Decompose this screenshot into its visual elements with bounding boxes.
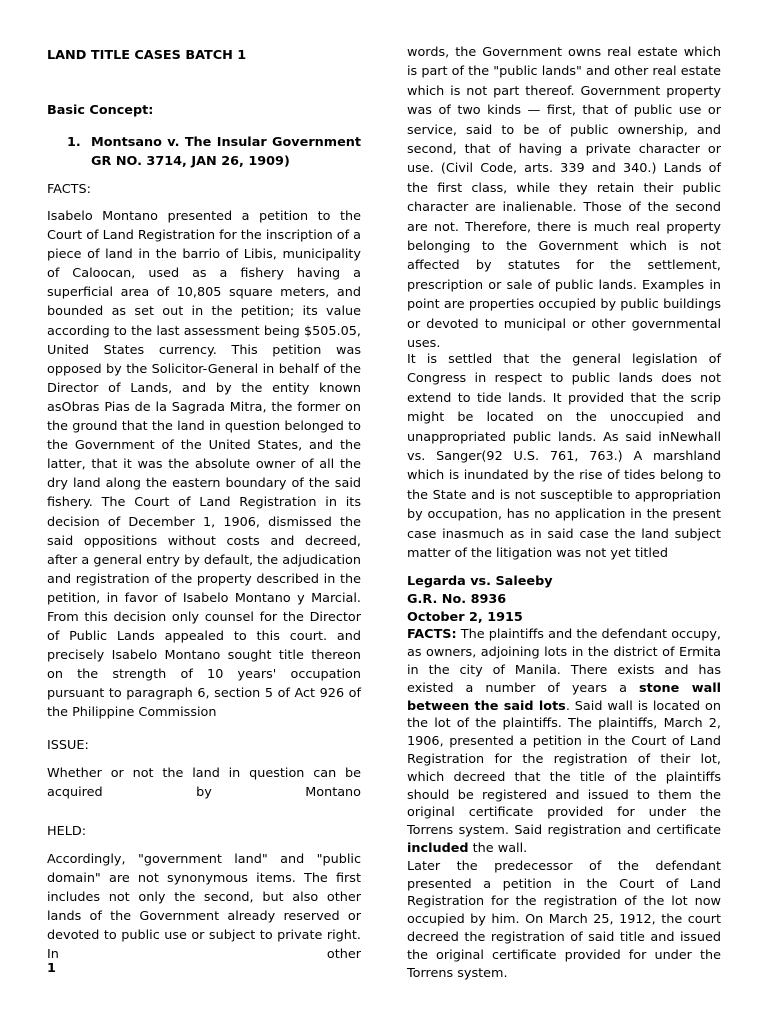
- case-2-facts-heading: FACTS:: [407, 627, 457, 643]
- case-2-facts-paragraph: [407, 626, 721, 857]
- case-2-facts-bold-1: stone wall between the said lots: [407, 680, 721, 714]
- document-title: LAND TITLE CASES BATCH 1: [47, 48, 247, 63]
- issue-paragraph: Whether or not the land in question can be acquired by Montano: [47, 766, 361, 801]
- held-continued-paragraph: words, the Government owns real estate which is part of the "public lands" and other real estate which is not part thereof. Government property was of two kinds — first, that of public use or service, said to be of public ownership, and second, that of having a private character or use. (Civil Code, arts. 339 and 340.) Lands of the first class, while they retain their public character are inalienable. Those of the second are not. Therefore, there is much real property belonging to the Government which is not affected by statutes for the settlement, prescription or sale of public lands. Examples in point are properties occupied by public buildings or devoted to municipal or other governmental uses.: [407, 45, 721, 352]
- facts-paragraph: Isabelo Montano presented a petition to the Court of Land Registration for the inscription of a piece of land in the barrio of Libis, municipality of Caloocan, used as a fishery having a superficial area of 10,805 square meters, and bounded as set out in the petition; its value according to the last assessment being $505.05, United States currency. This petition was opposed by the Solicitor-General in behalf of the Director of Lands, and by the entity known asObras Pias de la Sagrada Mitra, the former on the ground that the land in question belonged to the Government of the United States, and the latter, that it was the absolute owner of all the dry land along the eastern boundary of the said fishery. The Court of Land Registration in its decision of December 1, 1906, dismissed the said oppositions without costs and decreed, after a general entry by default, the adjudication and registration of the property described in the petition, in favor of Isabelo Montano y Marcial. From this decision only counsel for the Director of Public Lands appealed to this court. and precisely Isabelo Montano sought title thereon on the strength of 10 years' occupation pursuant to paragraph 6, section 5 of Act 926 of the Philippine Commission: [47, 209, 361, 721]
- case-2-title: Legarda vs. Saleeby: [407, 574, 553, 589]
- case-1-title: Montsano v. The Insular Government GR NO. 3714, JAN 26, 1909): [91, 135, 361, 170]
- case-2-facts-text-3: the wall.: [468, 840, 528, 856]
- case-2-section: [407, 573, 721, 982]
- page-number: 1: [47, 960, 56, 976]
- issue-heading: ISSUE:: [47, 738, 89, 753]
- case-1-heading: [67, 133, 361, 171]
- held-paragraph: Accordingly, "government land" and "public domain" are not synonymous items. The first includes not only the second, but also other lands of the Government already reserved or devoted to public use or subject to private right. In other: [47, 852, 361, 963]
- held-heading: HELD:: [47, 824, 87, 839]
- facts-heading: FACTS:: [47, 182, 91, 197]
- case-2-facts-text-1: The plaintiffs and the defendant occupy, as owners, adjoining lots in the district of Ermita in the city of Manila. There exists and has existed a number of years a: [407, 627, 721, 696]
- case-2-facts-bold-2: included: [407, 840, 469, 856]
- case-2-gr-number: G.R. No. 8936: [407, 591, 507, 607]
- case-1-number: 1.: [67, 135, 81, 150]
- settled-paragraph: It is settled that the general legislation of Congress in respect to public lands does not extend to tide lands. It provided that the scrip might be located on the unoccupied and unappropriated public lands. As said inNewhall vs. Sanger(92 U.S. 761, 763.) A marshland which is inundated by the rise of tides belong to the State and is not susceptible to appropriation by occupation, has no application in the present case inasmuch as in said case the land subject matter of the litigation was not yet titled: [407, 352, 721, 562]
- basic-concept-heading: Basic Concept:: [47, 103, 154, 118]
- case-2-date: October 2, 1915: [407, 609, 523, 625]
- case-2-later-paragraph: Later the predecessor of the defendant presented a petition in the Court of Land Registration for the registration of the lot now occupied by him. On March 25, 1912, the court decreed the registration of said title and issued the original certificate provided for under the Torrens system.: [407, 858, 721, 981]
- case-2-facts-text-2: . Said wall is located on the lot of the plaintiffs. The plaintiffs, March 2, 1906, presented a petition in the Court of Land Registration for the registration of their lot, which decreed that the title of the plaintiffs should be registered and issued to them the original certificate provided for under the Torrens system. Said registration and certificate: [407, 698, 721, 839]
